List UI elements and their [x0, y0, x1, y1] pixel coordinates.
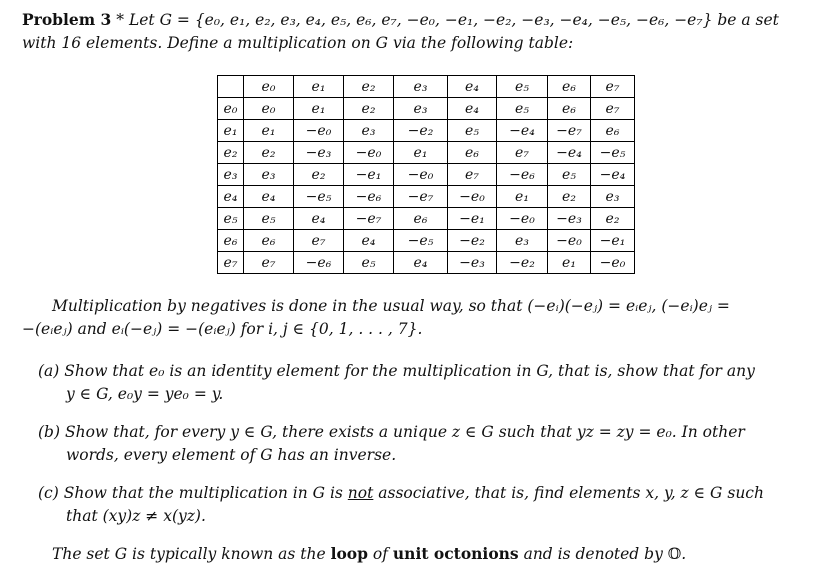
- table-column-header: e₆: [548, 76, 591, 98]
- table-cell: e₇: [244, 252, 294, 274]
- table-cell: e₁: [394, 142, 448, 164]
- table-cell: e₁: [244, 120, 294, 142]
- table-cell: −e₄: [591, 164, 635, 186]
- closing-sentence: [52, 544, 686, 564]
- table-row: [218, 186, 635, 208]
- negatives-line1: Multiplication by negatives is done in the usual way, so that (−eᵢ)(−eⱼ) = eᵢeⱼ, (−eᵢ)eⱼ =: [52, 297, 730, 315]
- table-row-header: e₃: [218, 164, 244, 186]
- table-cell: e₄: [244, 186, 294, 208]
- part-a-label: (a): [38, 362, 60, 380]
- table-cell: e₅: [497, 98, 548, 120]
- part-b-text: Show that, for every y ∈ G, there exists a unique z ∈ G such that yz = zy = e₀. In other: [64, 423, 745, 441]
- table-cell: e₂: [294, 164, 344, 186]
- table-cell: −e₆: [344, 186, 394, 208]
- part-a-line1: [38, 361, 755, 381]
- table-column-header: e₄: [448, 76, 497, 98]
- table-row-header: e₅: [218, 208, 244, 230]
- table-cell: e₃: [497, 230, 548, 252]
- part-c-not: not: [347, 484, 374, 502]
- table-cell: −e₄: [497, 120, 548, 142]
- table-cell: −e₃: [548, 208, 591, 230]
- table-cell: e₅: [548, 164, 591, 186]
- table-column-header: e₂: [344, 76, 394, 98]
- closing-of: of: [367, 545, 393, 563]
- table-row-header: e₂: [218, 142, 244, 164]
- table-cell: −e₀: [294, 120, 344, 142]
- table-column-header: e₀: [244, 76, 294, 98]
- table-row-header: e₀: [218, 98, 244, 120]
- table-column-header: e₅: [497, 76, 548, 98]
- table-row-header: e₄: [218, 186, 244, 208]
- table-column-header: e₁: [294, 76, 344, 98]
- table-cell: −e₆: [497, 164, 548, 186]
- table-row: [218, 208, 635, 230]
- closing-before: The set G is typically known as the: [52, 545, 331, 563]
- table-column-header: e₇: [591, 76, 635, 98]
- table-cell: e₂: [548, 186, 591, 208]
- table-cell: e₇: [497, 142, 548, 164]
- table-cell: e₂: [344, 98, 394, 120]
- table-cell: e₆: [548, 98, 591, 120]
- table-cell: −e₀: [548, 230, 591, 252]
- table-cell: −e₀: [448, 186, 497, 208]
- table-cell: e₆: [394, 208, 448, 230]
- table-cell: e₇: [294, 230, 344, 252]
- table-cell: −e₆: [294, 252, 344, 274]
- closing-unit-octonions: unit octonions: [392, 544, 519, 563]
- octonion-symbol: 𝕆: [667, 545, 682, 563]
- part-b-label: (b): [38, 423, 61, 441]
- table-row: [218, 98, 635, 120]
- table-cell: e₄: [394, 252, 448, 274]
- table-cell: e₃: [394, 98, 448, 120]
- table-row: [218, 120, 635, 142]
- table-cell: −e₀: [497, 208, 548, 230]
- part-b-line1: [38, 422, 745, 442]
- table-cell: −e₇: [394, 186, 448, 208]
- table-header-row: [218, 76, 635, 98]
- table-cell: e₀: [244, 98, 294, 120]
- table-cell: e₆: [244, 230, 294, 252]
- part-b-line2: words, every element of G has an inverse.: [66, 446, 397, 464]
- table-cell: −e₂: [448, 230, 497, 252]
- table-cell: e₄: [344, 230, 394, 252]
- table-cell: −e₅: [394, 230, 448, 252]
- table-row: [218, 142, 635, 164]
- table-column-header: e₃: [394, 76, 448, 98]
- table-corner-cell: [218, 76, 244, 98]
- part-c-label: (c): [38, 484, 59, 502]
- part-a-line2: y ∈ G, e₀y = ye₀ = y.: [66, 385, 224, 403]
- table-cell: e₁: [497, 186, 548, 208]
- closing-loop: loop: [330, 544, 368, 563]
- table-cell: −e₁: [344, 164, 394, 186]
- table-cell: −e₂: [394, 120, 448, 142]
- table-cell: −e₁: [448, 208, 497, 230]
- problem-intro-text: Let G = {e₀, e₁, e₂, e₃, e₄, e₅, e₆, e₇, −e₀, −e₁, −e₂, −e₃, −e₄, −e₅, −e₆, −e₇} be a set: [128, 11, 779, 29]
- table-cell: e₄: [448, 98, 497, 120]
- table-cell: −e₅: [591, 142, 635, 164]
- table-cell: e₁: [548, 252, 591, 274]
- part-c-line1: [38, 483, 764, 503]
- table-cell: −e₂: [497, 252, 548, 274]
- table-cell: −e₃: [448, 252, 497, 274]
- problem-title: Problem 3: [22, 10, 112, 29]
- table-cell: e₇: [591, 98, 635, 120]
- part-a-text: Show that e₀ is an identity element for the multiplication in G, that is, show that for any: [64, 362, 755, 380]
- closing-end: .: [681, 545, 687, 563]
- table-row-header: e₇: [218, 252, 244, 274]
- table-cell: e₅: [344, 252, 394, 274]
- table-cell: e₃: [591, 186, 635, 208]
- table-row: [218, 164, 635, 186]
- table-cell: e₅: [244, 208, 294, 230]
- problem-intro-line1: [22, 10, 779, 30]
- negatives-line2: −(eᵢeⱼ) and eᵢ(−eⱼ) = −(eᵢeⱼ) for i, j ∈ {0, 1, . . . , 7}.: [22, 320, 423, 338]
- table-cell: e₃: [344, 120, 394, 142]
- table-cell: e₂: [244, 142, 294, 164]
- part-c-text-before: Show that the multiplication in G is: [63, 484, 348, 502]
- table-cell: e₃: [244, 164, 294, 186]
- table-cell: −e₀: [344, 142, 394, 164]
- closing-after: and is denoted by: [518, 545, 668, 563]
- table-cell: −e₀: [394, 164, 448, 186]
- table-cell: −e₅: [294, 186, 344, 208]
- table-cell: −e₇: [548, 120, 591, 142]
- table-cell: −e₄: [548, 142, 591, 164]
- table-cell: −e₀: [591, 252, 635, 274]
- problem-intro-line2: with 16 elements. Define a multiplication on G via the following table:: [22, 34, 574, 52]
- table-row-header: e₆: [218, 230, 244, 252]
- table-cell: e₅: [448, 120, 497, 142]
- table-cell: e₆: [448, 142, 497, 164]
- table-cell: e₆: [591, 120, 635, 142]
- table-row: [218, 230, 635, 252]
- problem-star: *: [116, 11, 125, 29]
- part-c-line2: that (xy)z ≠ x(yz).: [66, 507, 206, 525]
- table-cell: −e₃: [294, 142, 344, 164]
- table-cell: e₄: [294, 208, 344, 230]
- table-cell: e₂: [591, 208, 635, 230]
- table-cell: −e₁: [591, 230, 635, 252]
- table-cell: e₁: [294, 98, 344, 120]
- table-cell: −e₇: [344, 208, 394, 230]
- part-c-text-after: associative, that is, find elements x, y, z ∈ G such: [373, 484, 764, 502]
- table-cell: e₇: [448, 164, 497, 186]
- multiplication-table: [217, 75, 635, 274]
- table-row-header: e₁: [218, 120, 244, 142]
- table-row: [218, 252, 635, 274]
